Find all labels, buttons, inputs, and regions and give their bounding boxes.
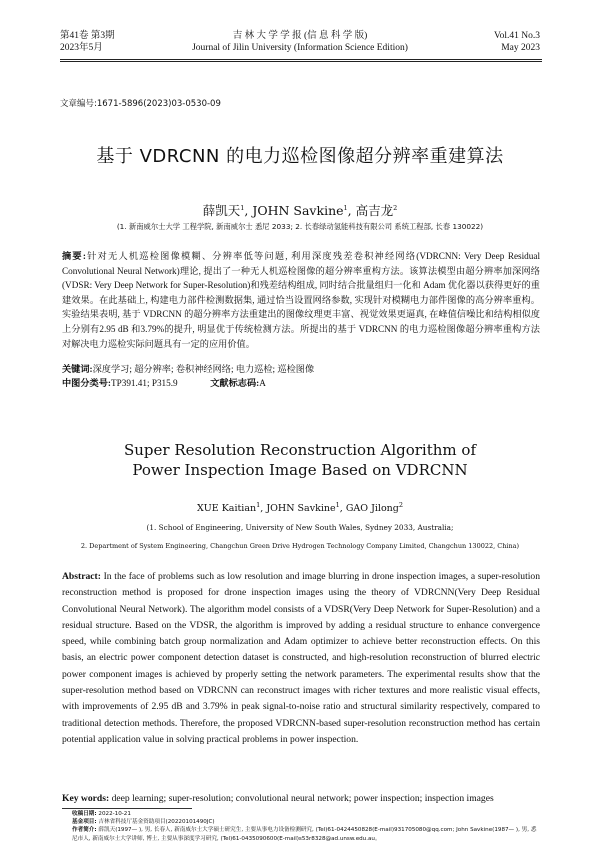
abstract-cn [62, 249, 540, 351]
paper-title-en-line2: Power Inspection Image Based on VDRCNN [132, 461, 468, 479]
clc-value: TP391.41; P315.9 [111, 378, 178, 388]
keywords-text-cn: 深度学习; 超分辨率; 卷积神经网络; 电力巡检; 巡检图像 [92, 364, 315, 374]
header-rule-top [60, 59, 542, 60]
author-name: GAO Jilong [345, 503, 399, 514]
author-name: 薛凯天 [202, 203, 241, 218]
author-sup: 2 [393, 203, 398, 212]
footnote-rule [62, 808, 192, 809]
footnote-fund [62, 818, 540, 826]
fund-label: 基金项目: [72, 819, 97, 826]
author-sup: 2 [398, 500, 404, 509]
affiliation-en-2: 2. Department of System Engineering, Changchun Green Drive Hydrogen Technology Company Limited, Changchun 130022, China) [80, 542, 520, 550]
author-sup: 1 [240, 203, 245, 212]
author-sep: , [347, 203, 356, 218]
author-name: JOHN Savkine [266, 503, 336, 514]
doc-code-label: 文献标志码: [210, 378, 260, 388]
affiliation-en-1: (1. School of Engineering, University of New South Wales, Sydney 2033, Australia; [146, 523, 454, 532]
paper-title-en [0, 440, 600, 480]
header-rule-bottom [60, 61, 542, 62]
abstract-label-en: Abstract: [62, 571, 101, 582]
affiliations-cn: (1. 新南威尔士大学 工程学院, 新南威尔士 悉尼 2033; 2. 长春绿动氢能科技有限公司 系统工程部, 长春 130022) [116, 222, 484, 231]
abstract-label-cn: 摘要: [62, 251, 86, 261]
author-sup: 1 [343, 203, 348, 212]
article-id: 文章编号:1671-5896(2023)03-0530-09 [60, 99, 221, 109]
keywords-label-cn: 关键词: [62, 364, 93, 374]
authors-en [0, 500, 600, 514]
authors-cn [0, 201, 600, 219]
author-sup: 1 [335, 500, 340, 509]
doc-code-value: A [259, 378, 266, 388]
paper-title-en-line1: Super Resolution Reconstruction Algorithm of [124, 441, 476, 459]
bio-text: 薛凯天(1997— ), 男, 长春人, 新南威尔士大学硕士研究生, 主要从事电力设备检测研究, (Tel)61-0424450828(E-mail)931705080@qq.com; John Savkine(1987— ), 男, 悉尼市人, 新南威尔士大学讲师, 博士, 主要从事深度学习研究, (Tel)61-0435090600(E-mail)s53r8328@ad.unsw.edu.au。 [72, 827, 537, 842]
keywords-en [62, 791, 540, 807]
fund-text: 吉林省科技厅基金资助项目(20220101490JC) [98, 819, 215, 826]
received-label: 收稿日期: [72, 811, 97, 817]
footnote [62, 810, 540, 850]
volume-issue: 第41卷 第3期 [60, 31, 115, 41]
author-name: XUE Kaitian [196, 503, 257, 514]
author-sep: , [339, 503, 346, 514]
author-sep: , [260, 503, 267, 514]
author-sup: 1 [256, 500, 261, 509]
paper-title-cn: 基于 VDRCNN 的电力巡检图像超分辨率重建算法 [96, 146, 504, 167]
received-date: 2022-10-21 [98, 811, 131, 817]
footnote-bio [62, 826, 540, 842]
footnote-received [62, 810, 540, 818]
author-name: 高吉龙 [355, 203, 394, 218]
abstract-en [62, 569, 540, 748]
abstract-text-en: In the face of problems such as low resolution and image blurring in drone inspection images, a super-resolution reconstruction method is proposed for drone inspection images using the theory of VDRCNN(Very Deep Residual Convolutional Neural Network). The algorithm model consists of a VDSR(Very Deep Network for Super-Resolution) and a residual structure. Based on the VDSR, the algorithm is improved by adding a residual structure to enhance convergence speed, while combining batch group normalization and Adam optimizer to achieve better reconstruction effects. On this basis, an electric power component detection dataset is constructed, and high-resolution reconstruction of blurred electric power component images is achieved by properly setting the network parameters. The experimental results show that the super-resolution method based on VDRCNN can reconstruct images with richer textures and more realistic visual effects, with improvements of 2.95 dB and 3.79% in peak signal-to-noise ratio and structural similarity respectively, compared to traditional detection methods. Therefore, the proposed VDRCNN-based super-resolution reconstruction method has certain potential application value in solving practical problems in power inspection. [62, 571, 540, 745]
keywords-cn [62, 362, 540, 377]
journal-name-cn: 吉 林 大 学 学 报 (信 息 科 学 版) [232, 31, 368, 41]
publication-date: 2023年5月 [60, 43, 103, 53]
volume-issue-en: Vol.41 No.3 [493, 31, 540, 41]
keywords-label-en: Key words: [62, 793, 110, 804]
author-sep: , [244, 203, 253, 218]
classification-line [62, 376, 540, 391]
bio-label: 作者简介: [72, 827, 97, 834]
journal-name-en: Journal of Jilin University (Information Science Edition) [192, 43, 408, 53]
author-name: JOHN Savkine [252, 203, 344, 218]
clc-label: 中图分类号: [62, 378, 111, 388]
publication-date-en: May 2023 [501, 43, 540, 53]
keywords-text-en: deep learning; super-resolution; convolutional neural network; power inspection; inspection images [111, 793, 494, 804]
abstract-text-cn: 针对无人机巡检图像模糊、分辨率低等问题, 利用深度残差卷积神经网络(VDRCNN: Very Deep Residual Convolutional Neural Network)理论, 提出了一种无人机巡检图像的超分辨率重构方法。该算法模型由超分辨率加深网络(VDSR: Very Deep Network for Super-Resolution)和残差结构组成, 同时结合批量组归一化和 Adam 优化器以获得更好的重建效果。在此基础上, 构建电力部件检测数据集, 通过恰当设置网络参数, 实现针对模糊电力部件图像的高分辨率重构。实验结果表明, 基于 VDRCNN 的超分辨率方法重建出的图像纹理更丰富、视觉效果更逼真, 在峰值信噪比和结构相似度上分别有2.95 dB 和3.79%的提升, 明显优于传统检测方法。所提出的基于 VDRCNN 的电力巡检图像超分辨率重构方法对解决电力巡检实际问题具有一定的应用价值。 [62, 251, 541, 349]
